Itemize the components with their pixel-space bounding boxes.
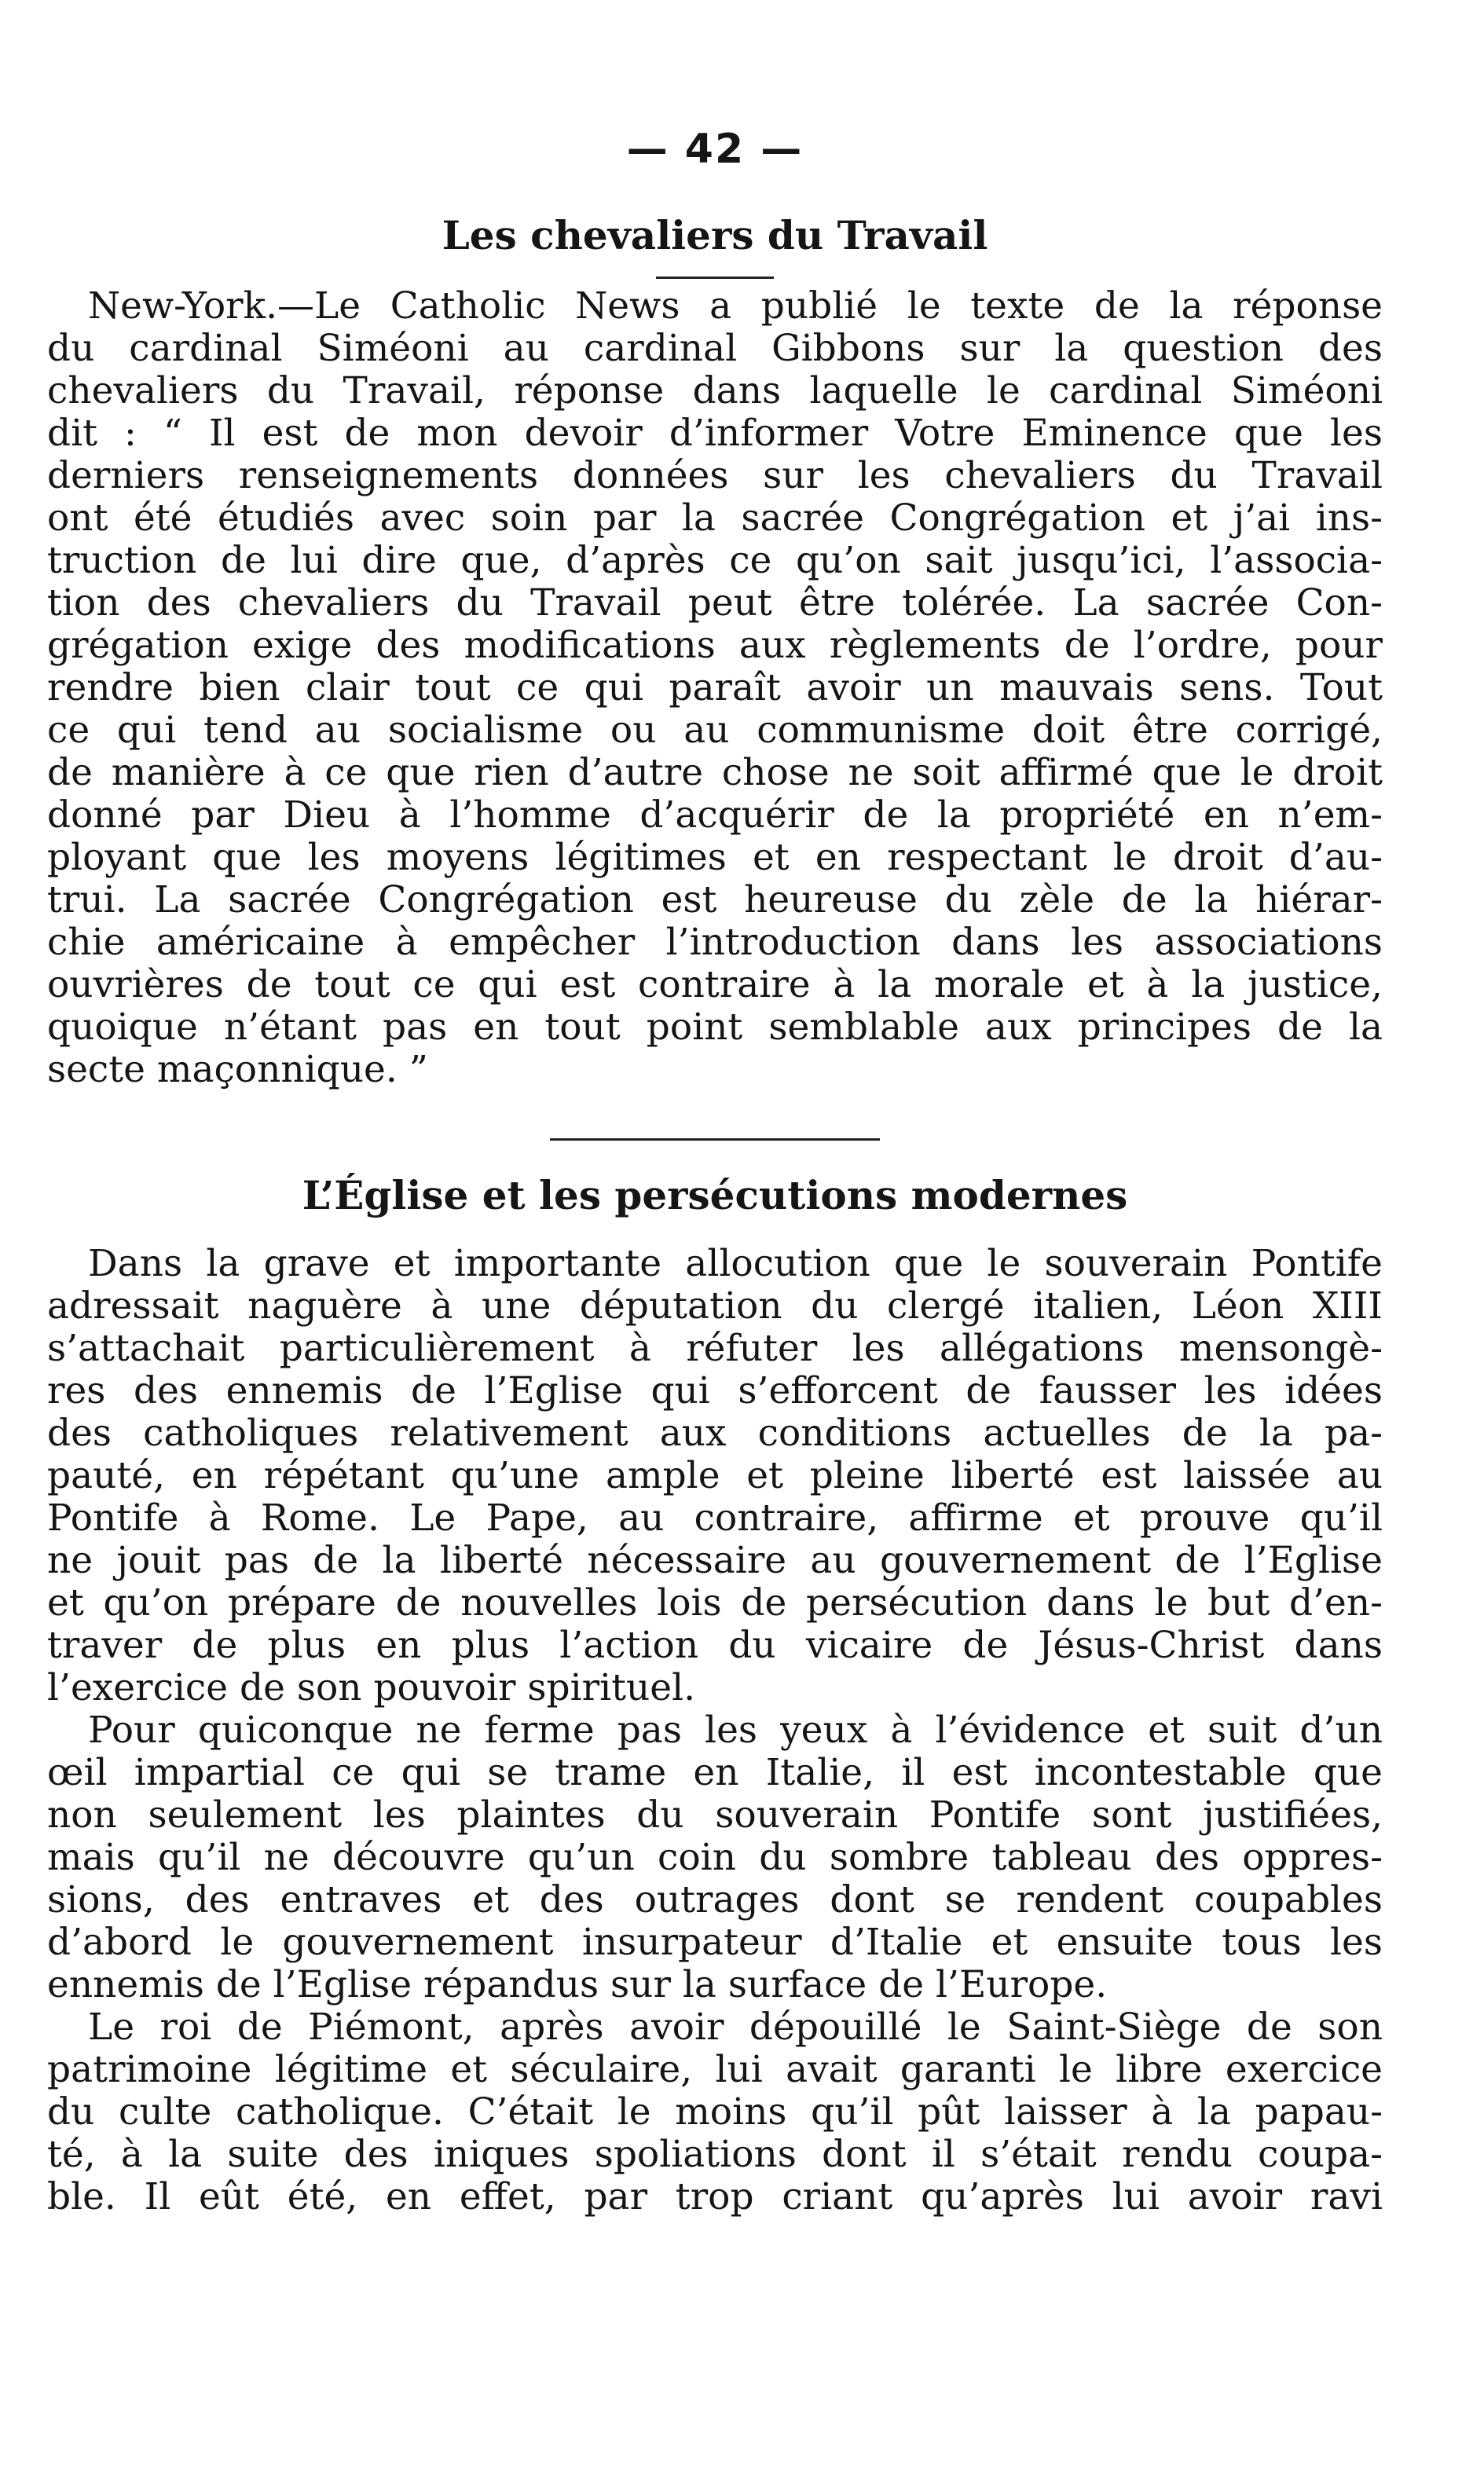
article-title-knights-of-labor: Les chevaliers du Travail [442,212,988,258]
title-divider [656,277,774,279]
text-line: d’abord le gouvernement insurpateur d’Italie et ensuite tous les [47,1921,1383,1964]
text-line: rendre bien clair tout ce qui paraît avoir un mauvais sens. Tout [47,666,1383,709]
text-line: adressait naguère à une députation du clergé italien, Léon XIII [47,1284,1383,1328]
text-line: truction de lui dire que, d’après ce qu’on sait jusqu’ici, l’associa- [47,539,1383,582]
article-title-church-persecutions: L’Église et les persécutions modernes [302,1172,1128,1218]
text-line: non seulement les plaintes du souverain Pontife sont justifiées, [47,1793,1383,1837]
text-line: dit : “ Il est de mon devoir d’informer Votre Eminence que les [47,412,1383,455]
text-line: pauté, en répétant qu’une ample et pleine liberté est laissée au [47,1454,1383,1497]
page-number: — 42 — [626,126,804,173]
text-line: et qu’on prépare de nouvelles lois de persécution dans le but d’en- [47,1581,1383,1625]
text-line: derniers renseignements données sur les chevaliers du Travail [47,454,1383,497]
text-line: Dans la grave et importante allocution que le souverain Pontife [88,1242,1383,1285]
text-line: grégation exige des modifications aux règlements de l’ordre, pour [47,624,1383,667]
text-line: res des ennemis de l’Eglise qui s’efforcent de fausser les idées [47,1369,1383,1412]
text-line: chie américaine à empêcher l’introduction dans les associations [47,921,1383,964]
text-line: s’attachait particulièrement à réfuter les allégations mensongè- [47,1327,1383,1370]
text-line: des catholiques relativement aux conditions actuelles de la pa- [47,1412,1383,1455]
text-line: ouvrières de tout ce qui est contraire à la morale et à la justice, [47,963,1383,1006]
text-line: Pour quiconque ne ferme pas les yeux à l’évidence et suit d’un [88,1709,1383,1752]
text-line: donné par Dieu à l’homme d’acquérir de la propriété en n’em- [47,793,1383,837]
text-line: ble. Il eût été, en effet, par trop criant qu’après lui avoir ravi [47,2175,1383,2218]
text-line: sions, des entraves et des outrages dont se rendent coupables [47,1878,1383,1921]
document-page [47,126,1383,2218]
text-line: trui. La sacrée Congrégation est heureuse du zèle de la hiérar- [47,878,1383,921]
text-line: ennemis de l’Eglise répandus sur la surface de l’Europe. [47,1963,1108,2006]
text-line: ce qui tend au socialisme ou au communisme doit être corrigé, [47,709,1383,752]
text-line: Le roi de Piémont, après avoir dépouillé le Saint-Siège de son [88,2006,1383,2049]
text-line: chevaliers du Travail, réponse dans laquelle le cardinal Siméoni [47,369,1383,412]
text-line: du cardinal Siméoni au cardinal Gibbons sur la question des [47,327,1383,370]
text-line: té, à la suite des iniques spoliations dont il s’était rendu coupa- [47,2133,1383,2176]
text-line: Pontife à Rome. Le Pape, au contraire, affirme et prouve qu’il [47,1496,1383,1540]
article-body-church-persecutions [47,1243,1383,2218]
text-line: quoique n’étant pas en tout point semblable aux principes de la [47,1006,1383,1049]
text-line: New-York.—Le Catholic News a publié le texte de la réponse [88,284,1383,328]
text-line: traver de plus en plus l’action du vicaire de Jésus-Christ dans [47,1624,1383,1667]
text-line: ne jouit pas de la liberté nécessaire au gouvernement de l’Eglise [47,1539,1383,1582]
text-line: mais qu’il ne découvre qu’un coin du sombre tableau des oppres- [47,1836,1383,1879]
text-line: ployant que les moyens légitimes et en respectant le droit d’au- [47,836,1383,879]
text-line: tion des chevaliers du Travail peut être tolérée. La sacrée Con- [47,581,1383,625]
spacer [47,1219,1383,1243]
text-line: œil impartial ce qui se trame en Italie, il est incontestable que [47,1751,1383,1794]
text-line: du culte catholique. C’était le moins qu’il pût laisser à la papau- [47,2090,1383,2134]
text-line: secte maçonnique. ” [47,1048,428,1091]
section-divider [550,1138,880,1141]
text-line: patrimoine légitime et séculaire, lui avait garanti le libre exercice [47,2048,1383,2091]
text-line: ont été étudiés avec soin par la sacrée Congrégation et j’ai ins- [47,496,1383,540]
text-line: de manière à ce que rien d’autre chose ne soit affirmé que le droit [47,751,1383,794]
article-body-knights-of-labor [47,285,1383,1091]
text-line: l’exercice de son pouvoir spirituel. [47,1666,696,1709]
